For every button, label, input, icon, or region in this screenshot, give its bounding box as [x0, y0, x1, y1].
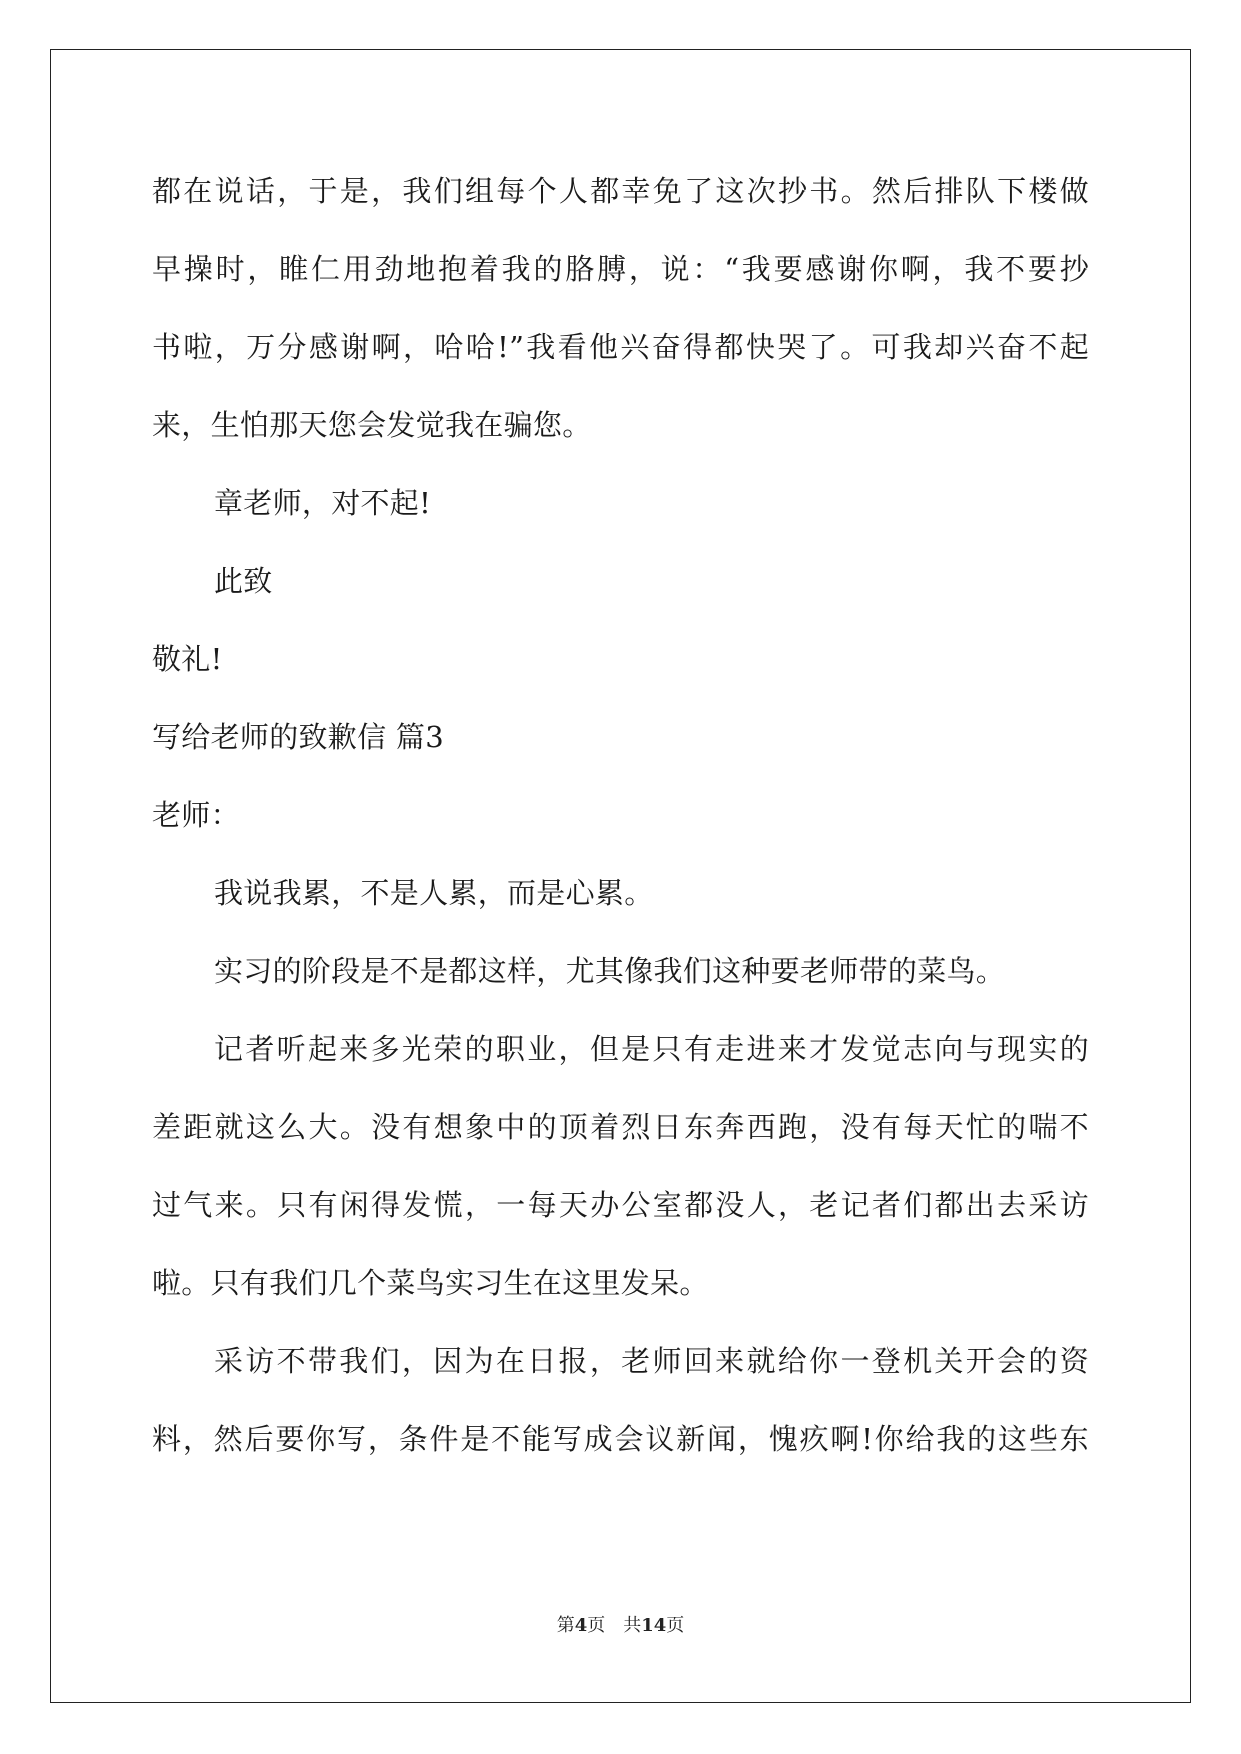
text-line: 都在说话，于是，我们组每个人都幸免了这次抄书。然后排队下楼做 — [152, 174, 1089, 208]
text-line: 书啦，万分感谢啊，哈哈!”我看他兴奋得都快哭了。可我却兴奋不起 — [152, 330, 1089, 364]
document-body — [152, 152, 1089, 1478]
closing-respect: 敬礼! — [152, 642, 223, 676]
total-prefix: 共 — [623, 1615, 642, 1636]
section-heading: 写给老师的致歉信 篇3 — [152, 720, 444, 754]
total-suffix: 页 — [666, 1615, 685, 1636]
page-number: 4 — [574, 1615, 588, 1636]
total-pages: 14 — [641, 1615, 667, 1636]
text-line: 过气来。只有闲得发慌，一每天办公室都没人，老记者们都出去采访 — [152, 1188, 1089, 1222]
text-line: 啦。只有我们几个菜鸟实习生在这里发呆。 — [152, 1266, 709, 1300]
letter-greeting: 老师： — [152, 798, 240, 832]
page-footer — [0, 1611, 1241, 1637]
page-prefix: 第 — [556, 1615, 575, 1636]
apology-line: 章老师，对不起! — [214, 486, 432, 520]
text-line: 采访不带我们，因为在日报，老师回来就给你一登机关开会的资 — [214, 1344, 1089, 1378]
text-line: 来，生怕那天您会发觉我在骗您。 — [152, 408, 592, 442]
closing-salutation: 此致 — [214, 564, 273, 598]
text-line: 记者听起来多光荣的职业，但是只有走进来才发觉志向与现实的 — [214, 1032, 1089, 1066]
text-line: 我说我累，不是人累，而是心累。 — [214, 876, 654, 910]
text-line: 早操时，睢仁用劲地抱着我的胳膊，说：“我要感谢你啊，我不要抄 — [152, 252, 1089, 286]
page-suffix: 页 — [587, 1615, 606, 1636]
text-line: 差距就这么大。没有想象中的顶着烈日东奔西跑，没有每天忙的喘不 — [152, 1110, 1089, 1144]
text-line: 实习的阶段是不是都这样，尤其像我们这种要老师带的菜鸟。 — [214, 954, 1006, 988]
text-line: 料，然后要你写，条件是不能写成会议新闻，愧疚啊!你给我的这些东 — [152, 1422, 1089, 1456]
